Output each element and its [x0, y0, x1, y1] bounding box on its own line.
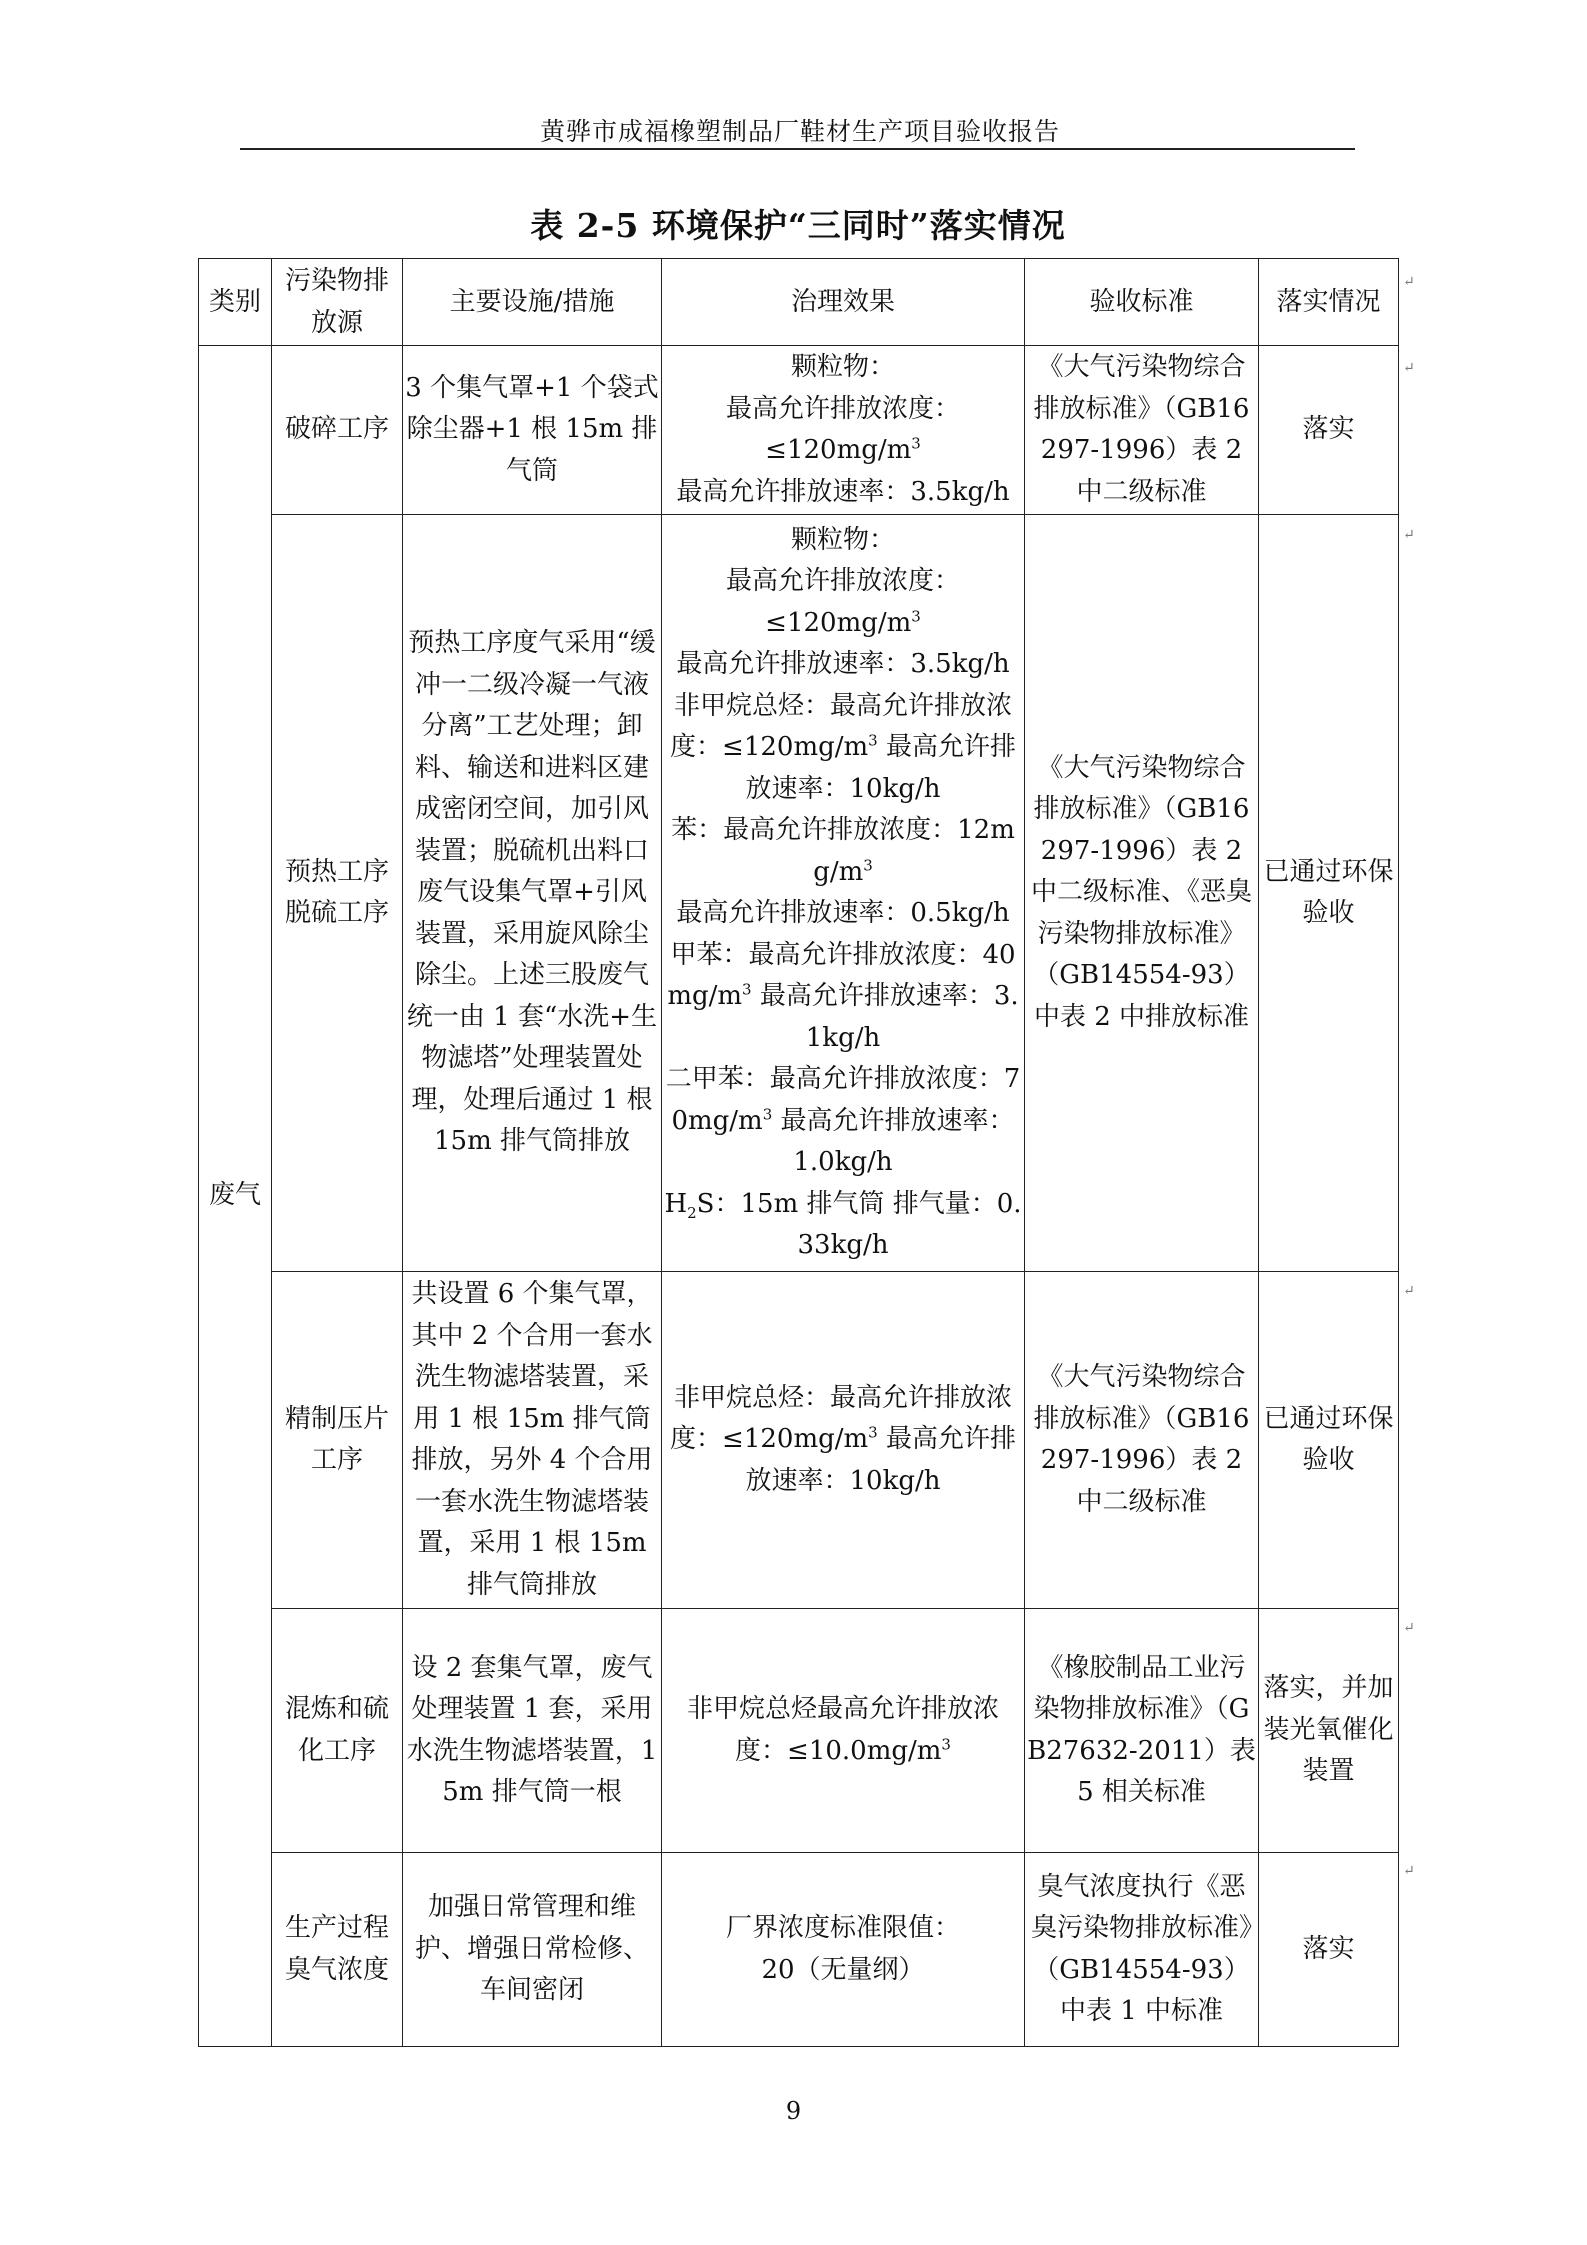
effect-line: 二甲苯：最高允许排放浓度：$70mg/m^3$ 最高允许排放速率：1.0kg/h — [665, 1064, 1021, 1177]
effect-line: 颗粒物： — [790, 524, 895, 555]
standard-cell: 臭气浓度执行《恶臭污染物排放标准》（GB14554-93）中表 1 中标准 — [1025, 1853, 1259, 2047]
effect-cell — [662, 346, 1025, 515]
status-cell: 已通过环保验收 — [1259, 1272, 1399, 1609]
column-header: 类别 — [199, 259, 272, 346]
effect-line: 厂界浓度标准限值： — [725, 1913, 960, 1943]
standard-cell: 《大气污染物综合排放标准》（GB16297-1996）表 2 中二级标准、《恶臭污染物排放标准》（GB14554-93）中表 2 中排放标准 — [1025, 515, 1259, 1272]
standard-cell: 《大气污染物综合排放标准》（GB16297-1996）表 2 中二级标准 — [1025, 346, 1259, 515]
margin-mark: ↵ — [1403, 1863, 1415, 1879]
table-header-row — [199, 259, 1399, 346]
margin-mark: ↵ — [1403, 1620, 1415, 1636]
effect-line: 最高允许排放浓度： — [725, 393, 960, 424]
effect-cell — [662, 1609, 1025, 1853]
margin-mark: ↵ — [1403, 360, 1415, 376]
column-header: 污染物排放源 — [272, 259, 403, 346]
source-cell: 精制压片工序 — [272, 1272, 403, 1609]
status-cell: 落实 — [1259, 346, 1399, 515]
effect-line: 颗粒物： — [790, 352, 895, 382]
source-cell: 破碎工序 — [272, 346, 403, 515]
effect-line: $H_2S$：15m 排气筒 排气量：0.33kg/h — [664, 1188, 1022, 1260]
table-row — [199, 515, 1399, 1272]
table-row — [199, 346, 1399, 515]
effect-line: 非甲烷总烃最高允许排放浓度：$\le 10.0mg/m^3$ — [686, 1694, 999, 1766]
environmental-protection-table — [198, 258, 1399, 2047]
column-header: 主要设施/措施 — [403, 259, 662, 346]
margin-mark: ↵ — [1403, 1283, 1415, 1299]
table-row — [199, 1609, 1399, 1853]
column-header: 验收标准 — [1025, 259, 1259, 346]
header-rule — [240, 148, 1355, 150]
effect-line: 最高允许排放速率：3.5kg/h — [676, 649, 1010, 679]
status-cell: 已通过环保验收 — [1259, 515, 1399, 1272]
effect-line: 苯：最高允许排放浓度：$12mg/m^3$ — [671, 815, 1015, 887]
measures-cell: 3 个集气罩+1 个袋式除尘器+1 根 15m 排气筒 — [403, 346, 662, 515]
column-header: 治理效果 — [662, 259, 1025, 346]
effect-line: $\le 120mg/m^3$ — [765, 434, 921, 465]
effect-cell — [662, 1272, 1025, 1609]
effect-cell — [662, 515, 1025, 1272]
source-cell: 预热工序脱硫工序 — [272, 515, 403, 1272]
source-cell: 混炼和硫化工序 — [272, 1609, 403, 1853]
margin-mark: ↵ — [1403, 527, 1415, 543]
page-number: 9 — [785, 2097, 802, 2125]
measures-cell: 加强日常管理和维护、增强日常检修、车间密闭 — [403, 1853, 662, 2047]
measures-cell: 设 2 套集气罩，废气处理装置 1 套，采用水洗生物滤塔装置，15m 排气筒一根 — [403, 1609, 662, 1853]
effect-line: 最高允许排放浓度： — [725, 566, 960, 596]
table-row — [199, 1272, 1399, 1609]
source-cell: 生产过程臭气浓度 — [272, 1853, 403, 2047]
table-row — [199, 1853, 1399, 2047]
running-header: 黄骅市成福橡塑制品厂鞋材生产项目验收报告 — [539, 117, 1060, 146]
effect-cell — [662, 1853, 1025, 2047]
effect-line: 20（无量纲） — [761, 1954, 925, 1985]
effect-line: 最高允许排放速率：0.5kg/h — [676, 898, 1010, 928]
effect-line: 非甲烷总烃：最高允许排放浓度：$\le 120mg/m^3$ 最高允许排放速率：10kg/h — [670, 690, 1016, 804]
measures-cell: 共设置 6 个集气罩，其中 2 个合用一套水洗生物滤塔装置，采用 1 根 15m 排气筒排放，另外 4 个合用一套水洗生物滤塔装置，采用 1 根 15m 排气筒排放 — [403, 1272, 662, 1609]
category-cell: 废气 — [199, 346, 272, 2047]
effect-line: 最高允许排放速率：3.5kg/h — [676, 476, 1010, 507]
standard-cell: 《橡胶制品工业污染物排放标准》（GB27632-2011）表 5 相关标准 — [1025, 1609, 1259, 1853]
margin-mark: ↵ — [1403, 274, 1415, 290]
measures-cell: 预热工序度气采用“缓冲一二级冷凝一气液分离”工艺处理；卸料、输送和进料区建成密闭空间，加引风装置；脱硫机出料口废气设集气罩+引风装置，采用旋风除尘除尘。上述三股废气统一由 1 套“水洗+生物滤塔”处理装置处理，处理后通过 1 根 15m 排气筒排放 — [403, 515, 662, 1272]
effect-line: $\le 120mg/m^3$ — [765, 606, 921, 638]
column-header: 落实情况 — [1259, 259, 1399, 346]
table-title: 表 2-5 环境保护“三同时”落实情况 — [530, 206, 1066, 245]
status-cell: 落实 — [1259, 1853, 1399, 2047]
standard-cell: 《大气污染物综合排放标准》（GB16297-1996）表 2 中二级标准 — [1025, 1272, 1259, 1609]
effect-line: 非甲烷总烃：最高允许排放浓度：$\le 120mg/m^3$ 最高允许排放速率：10kg/h — [670, 1382, 1016, 1496]
status-cell: 落实，并加装光氧催化装置 — [1259, 1609, 1399, 1853]
effect-line: 甲苯：最高允许排放浓度：$40mg/m^3$ 最高允许排放速率：3.1kg/h — [667, 939, 1019, 1053]
